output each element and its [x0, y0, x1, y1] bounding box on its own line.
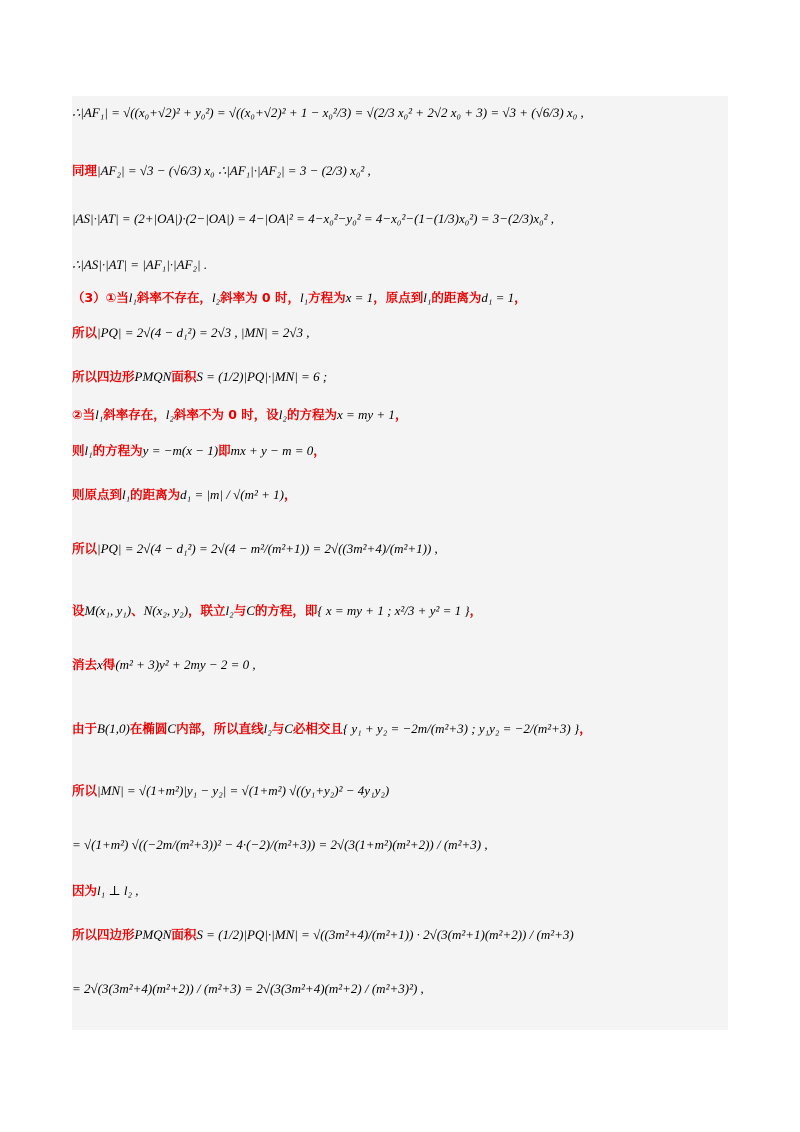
math-expression: l₁: [423, 290, 432, 305]
math-expression: l₁: [299, 290, 309, 305]
math-expression: |AF₂| = √3 − (√6/3) x₀ ∴|AF₁|·|AF₂| = 3 − (2/3) x₀² ,: [97, 163, 371, 178]
chinese-text: 由于: [72, 721, 98, 736]
chinese-text: ，: [469, 603, 483, 618]
math-expression: C: [284, 721, 293, 736]
math-expression: S = (1/2)|PQ|·|MN| = 6 ;: [196, 369, 328, 384]
chinese-text: 面积: [171, 369, 197, 384]
solution-line: [72, 368, 327, 386]
solution-line: [72, 324, 309, 342]
math-expression: l₂: [278, 407, 287, 422]
math-expression: l₂: [211, 290, 221, 305]
chinese-text: 的距离为: [130, 487, 181, 502]
chinese-text: 的方程，即: [254, 603, 318, 618]
math-expression: PMQN: [134, 927, 172, 942]
math-expression: l₂: [225, 603, 234, 618]
solution-line: [72, 656, 256, 674]
math-expression: S = (1/2)|PQ|·|MN| = √((3m²+4)/(m²+1)) · 2√(3(m²+1)(m²+2)) / (m²+3): [196, 927, 574, 942]
solution-line: [72, 540, 438, 558]
chinese-text: 设: [72, 603, 85, 618]
document-page: [72, 96, 728, 1030]
chinese-text: （3）①当: [72, 290, 129, 305]
math-expression: l₁: [128, 290, 137, 305]
chinese-text: 方程为: [308, 290, 346, 305]
chinese-text: 斜率不为 0 时，设: [173, 407, 279, 422]
math-expression: l₂: [263, 721, 272, 736]
math-expression: l₁ ⊥ l₂ ,: [97, 883, 139, 898]
chinese-text: ，: [514, 290, 527, 305]
chinese-text: 则: [72, 443, 85, 458]
chinese-text: 消去: [72, 657, 98, 672]
solution-line: [72, 836, 488, 854]
solution-line: [72, 256, 207, 274]
chinese-text: 所以: [72, 783, 98, 798]
chinese-text: 所以四边形: [72, 927, 135, 942]
chinese-text: ②当: [72, 407, 96, 422]
math-expression: = 2√(3(3m²+4)(m²+2)) / (m²+3) = 2√(3(3m²+4)(m²+2) / (m²+3)²) ,: [72, 981, 424, 996]
math-expression: M(x₁, y₁): [84, 603, 132, 618]
chinese-text: 斜率为 0 时，: [220, 290, 300, 305]
solution-line: [72, 926, 574, 944]
solution-line: [72, 980, 424, 998]
math-expression: d₁ = |m| / √(m² + 1): [180, 487, 284, 502]
math-expression: l₁: [84, 443, 93, 458]
solution-line: [72, 782, 389, 800]
chinese-text: ，联立: [188, 603, 226, 618]
math-expression: (m² + 3)y² + 2my − 2 = 0 ,: [115, 657, 256, 672]
chinese-text: ，: [579, 721, 592, 736]
math-expression: ∴|AS|·|AT| = |AF₁|·|AF₂| .: [72, 257, 208, 272]
math-expression: x = my + 1: [336, 407, 395, 422]
chinese-text: 在椭圆: [129, 721, 168, 736]
chinese-text: 与: [271, 721, 285, 736]
chinese-text: 斜率不存在，: [136, 290, 212, 305]
math-expression: x: [97, 657, 103, 672]
chinese-text: 同理: [72, 163, 98, 178]
solution-line: [72, 486, 296, 504]
chinese-text: 的距离为: [431, 290, 482, 305]
math-expression: l₁: [95, 407, 104, 422]
chinese-text: 斜率存在，: [103, 407, 166, 422]
solution-line: [72, 442, 326, 460]
math-expression: mx + y − m = 0: [230, 443, 314, 458]
solution-line: [72, 104, 584, 122]
chinese-text: 、: [131, 603, 144, 618]
math-expression: C: [167, 721, 177, 736]
chinese-text: 的方程为: [286, 407, 337, 422]
chinese-text: 内部，所以直线: [176, 721, 264, 736]
chinese-text: 必相交且: [292, 721, 343, 736]
math-expression: |AS|·|AT| = (2+|OA|)·(2−|OA|) = 4−|OA|² = 4−x₀²−y₀² = 4−x₀²−(1−(1/3)x₀²) = 3−(2/3)x₀² ,: [72, 211, 555, 226]
solution-line: [72, 210, 554, 228]
chinese-text: 得: [102, 657, 116, 672]
chinese-text: 面积: [171, 927, 197, 942]
solution-line: [72, 162, 371, 180]
chinese-text: 所以: [72, 325, 98, 340]
math-expression: = √(1+m²) √((−2m/(m²+3))² − 4·(−2)/(m²+3)) = 2√(3(1+m²)(m²+2)) / (m²+3) ,: [72, 837, 488, 852]
chinese-text: 所以四边形: [72, 369, 135, 384]
math-expression: C: [246, 603, 255, 618]
math-expression: N(x₂, y₂): [143, 603, 189, 618]
math-expression: { x = my + 1 ; x²/3 + y² = 1 }: [317, 603, 470, 618]
math-expression: y = −m(x − 1): [142, 443, 219, 458]
math-expression: |PQ| = 2√(4 − d₁²) = 2√3 , |MN| = 2√3 ,: [97, 325, 310, 340]
solution-line: [72, 602, 482, 620]
chinese-text: ，: [394, 407, 408, 422]
chinese-text: ，: [283, 487, 297, 502]
math-expression: |MN| = √(1+m²)|y₁ − y₂| = √(1+m²) √((y₁+y₂)² − 4y₁y₂): [97, 783, 390, 798]
math-expression: { y₁ + y₂ = −2m/(m²+3) ; y₁y₂ = −2/(m²+3) }: [342, 721, 580, 736]
math-expression: l₁: [122, 487, 131, 502]
math-expression: x = 1: [345, 290, 374, 305]
solution-line: [72, 720, 592, 738]
chinese-text: 则原点到: [72, 487, 123, 502]
chinese-text: 因为: [72, 883, 98, 898]
math-expression: ∴|AF₁| = √((x₀+√2)² + y₀²) = √((x₀+√2)² + 1 − x₀²/3) = √(2/3 x₀² + 2√2 x₀ + 3) = √3 + (√6/3) x₀ ,: [72, 105, 584, 120]
solution-line: [72, 882, 139, 900]
math-expression: l₂: [165, 407, 174, 422]
solution-line: [72, 406, 407, 424]
math-expression: PMQN: [134, 369, 172, 384]
chinese-text: 即: [218, 443, 231, 458]
math-expression: B(1,0): [97, 721, 130, 736]
chinese-text: ，: [313, 443, 326, 458]
chinese-text: 所以: [72, 541, 98, 556]
math-expression: d₁ = 1: [481, 290, 515, 305]
solution-line: [72, 289, 527, 307]
math-expression: |PQ| = 2√(4 − d₁²) = 2√(4 − m²/(m²+1)) = 2√((3m²+4)/(m²+1)) ,: [97, 541, 438, 556]
chinese-text: 与: [233, 603, 247, 618]
chinese-text: ，原点到: [373, 290, 424, 305]
chinese-text: 的方程为: [92, 443, 143, 458]
